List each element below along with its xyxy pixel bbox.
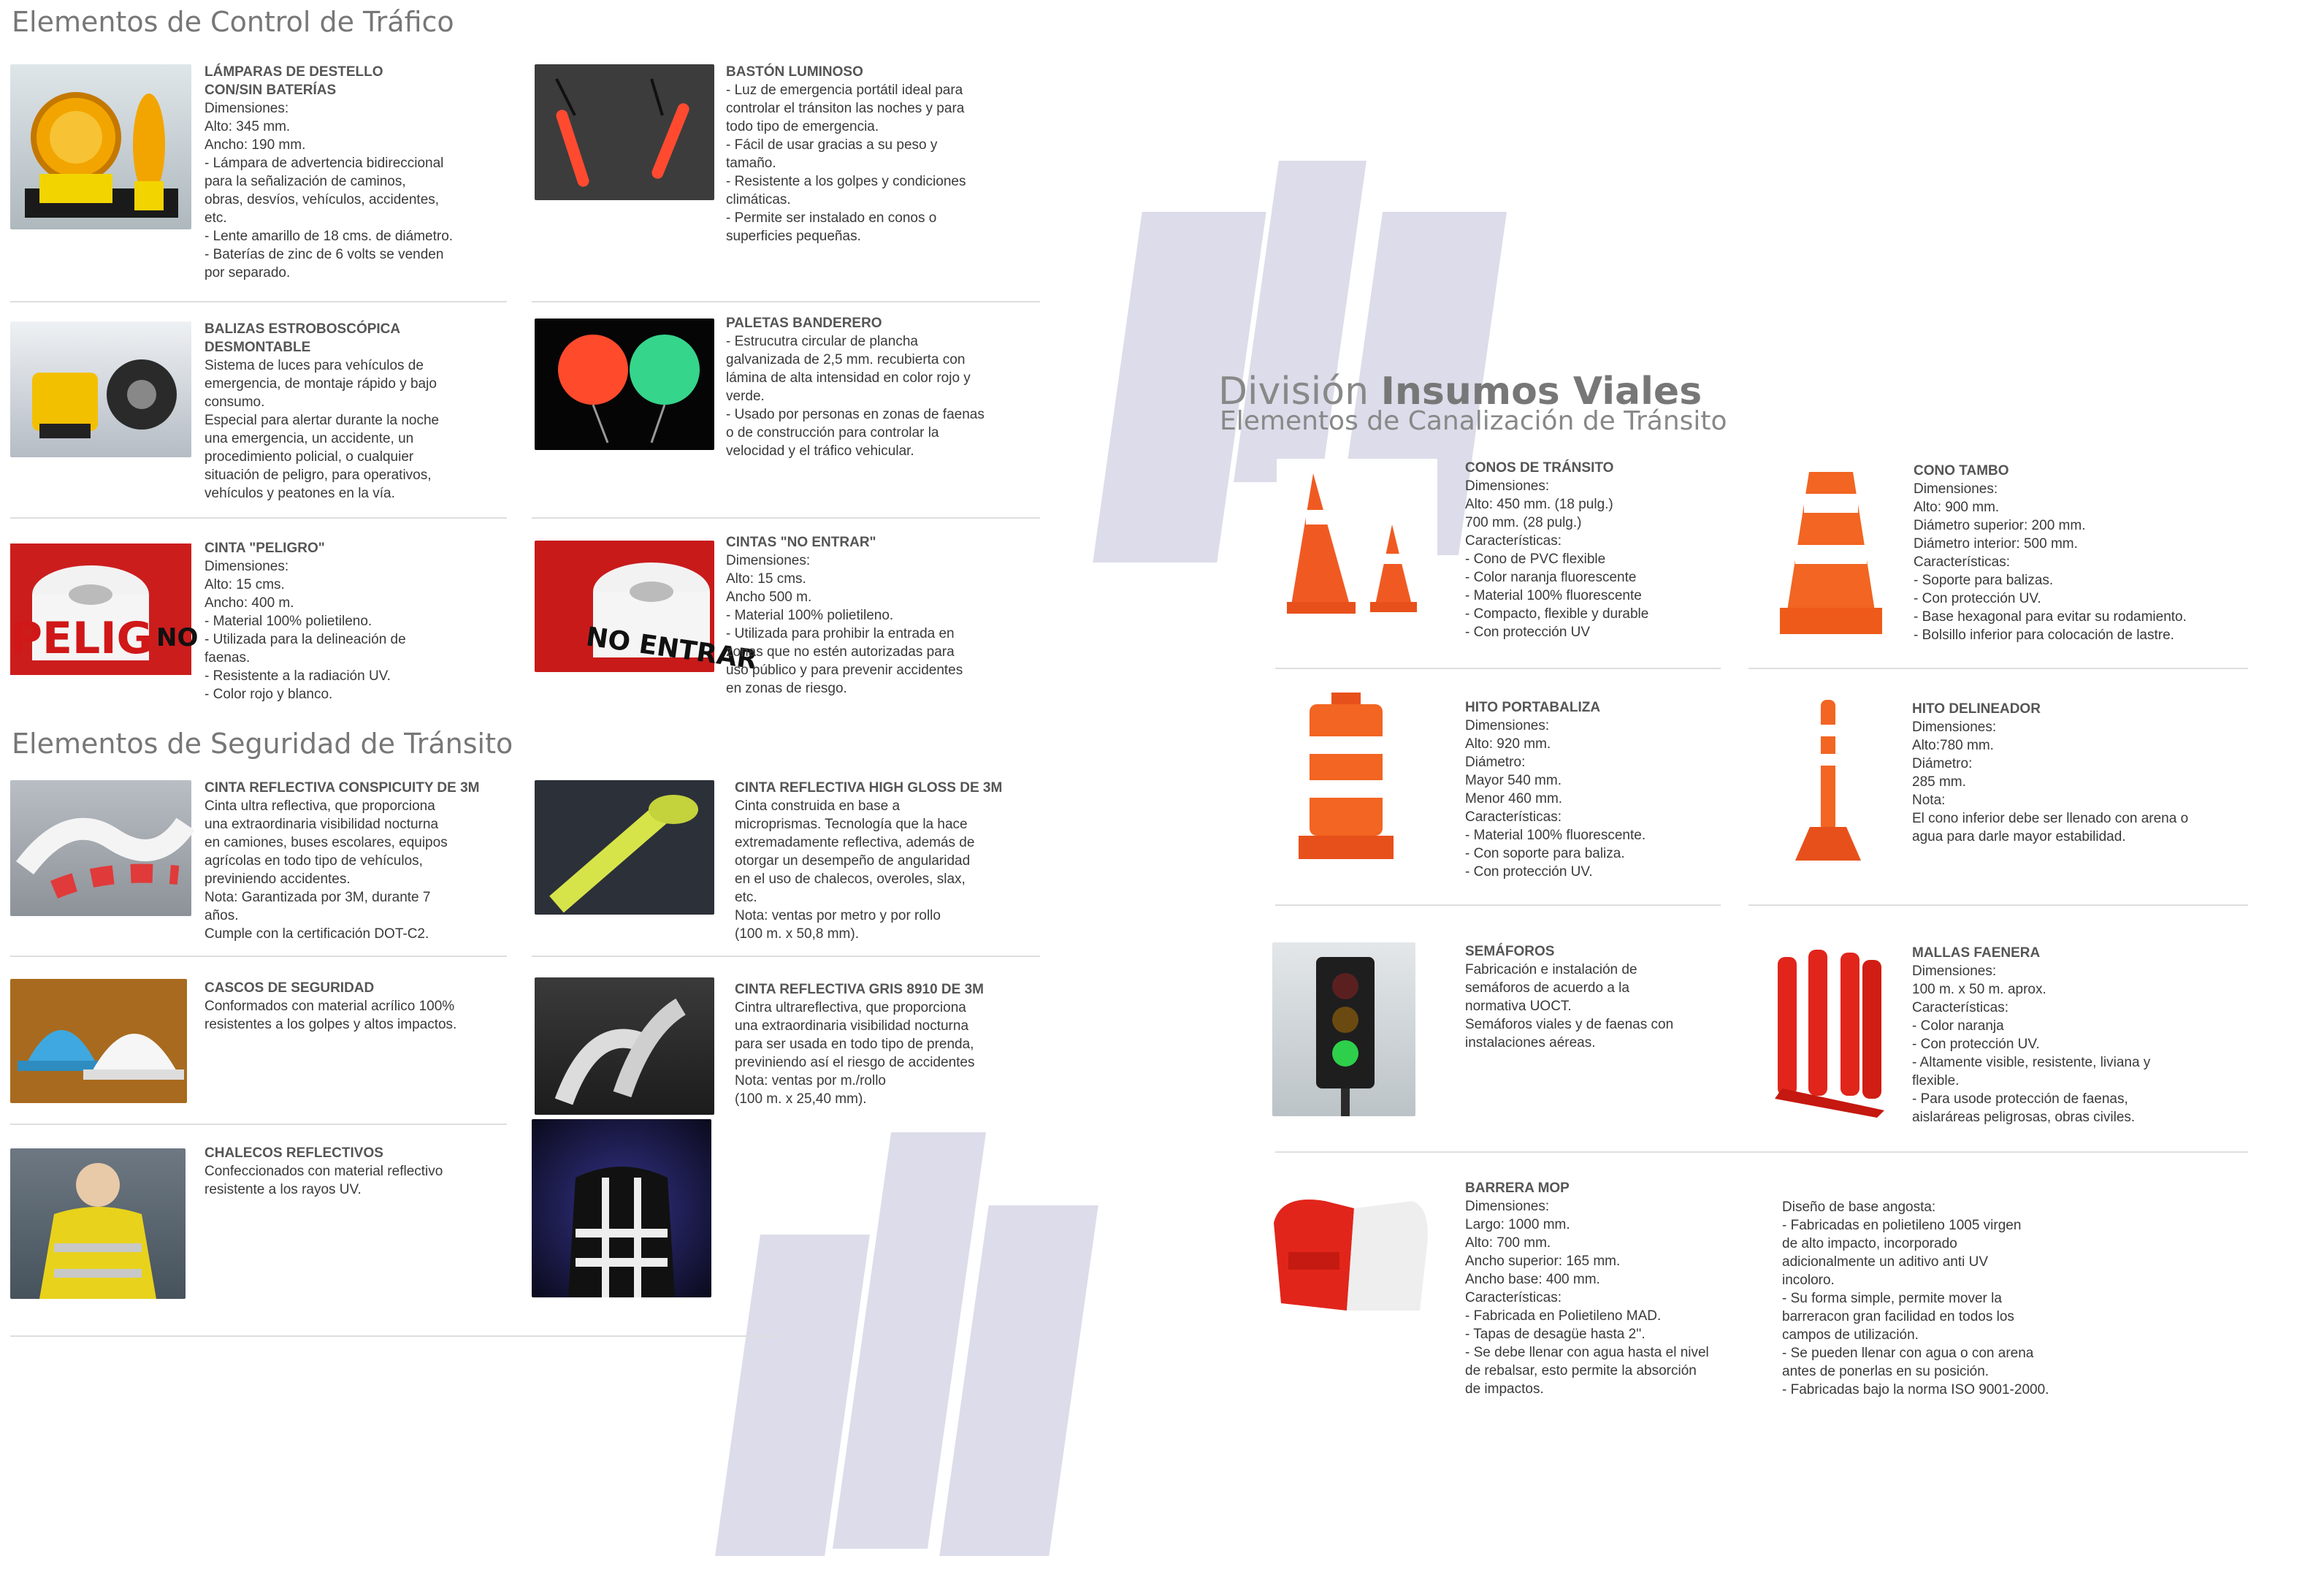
silver-tape-photo bbox=[535, 977, 714, 1115]
delineator-post-photo bbox=[1788, 695, 1868, 865]
divider bbox=[1275, 668, 1721, 669]
item-text: Dimensiones: Alto: 345 mm. Ancho: 190 mm. - Lámpara de advertencia bidireccional para la señalización de caminos, obras, desvíos, vehículos, accidentes, etc. - Lente amarillo de 18 cms. de diámetro. - Baterías de zinc de 6 volts se venden por separado. bbox=[205, 101, 454, 281]
divider bbox=[532, 301, 1040, 302]
item-mallas bbox=[1912, 944, 2248, 1126]
item-cinta-gris bbox=[735, 980, 1041, 1108]
divider bbox=[10, 1335, 777, 1337]
tape-text-no: NO bbox=[156, 623, 199, 652]
flagger-paddle-photo bbox=[535, 319, 714, 450]
item-text: - Estrucutra circular de plancha galvanizada de 2,5 mm. recubierta con lámina de alta intensidad en color rojo y verde. - Usado por personas en zonas de faenas o de construcción para controlar la velocidad y el tráfico vehicular. bbox=[726, 334, 985, 459]
section-title-traffic-control: Elementos de Control de Tráfico bbox=[12, 6, 454, 38]
helmets-photo bbox=[10, 979, 187, 1103]
item-text: - Luz de emergencia portátil ideal para controlar el tránsiton las noches y para todo tipo de emergencia. - Fácil de usar gracias a su peso y tamaño. - Resistente a los golpes y condiciones climáticas. - Permite ser instalado en conos o superficies pequeñas. bbox=[726, 83, 966, 244]
item-title: HITO PORTABALIZA bbox=[1465, 700, 1601, 715]
water-barrier-photo bbox=[1266, 1179, 1434, 1325]
item-title: BASTÓN LUMINOSO bbox=[726, 64, 863, 80]
safety-mesh-photo bbox=[1753, 942, 1906, 1118]
divider bbox=[10, 956, 507, 957]
item-cintas-no-entrar bbox=[726, 533, 1040, 698]
section-title-transit-safety: Elementos de Seguridad de Tránsito bbox=[12, 728, 513, 760]
item-title: PALETAS BANDERERO bbox=[726, 316, 882, 331]
item-title: CINTA REFLECTIVA GRIS 8910 DE 3M bbox=[735, 982, 984, 997]
item-title: CASCOS DE SEGURIDAD bbox=[205, 980, 375, 996]
item-title: HITO DELINEADOR bbox=[1912, 701, 2041, 717]
drum-cone-photo bbox=[1776, 465, 1886, 640]
warning-lamp-photo bbox=[10, 64, 191, 229]
division-subtitle: Elementos de Canalización de Tránsito bbox=[1220, 406, 1727, 436]
item-text: Cinta ultra reflectiva, que proporciona una extraordinaria visibilidad nocturna en camiones, buses escolares, equipos agrícolas en todo tipo de vehículos, previniendo accidentes. Nota: Garantizada por 3M, durante 7 años. Cumple con la certificación DOT-C2. bbox=[205, 798, 448, 942]
divider bbox=[10, 301, 507, 302]
item-text: Sistema de luces para vehículos de emergencia, de montaje rápido y bajo consumo. Especial para alertar durante la noche una emergencia, un accidente, un procedimiento policial, o cualquier situación de peligro, para operativos, vehículos y peatones en la vía. bbox=[205, 358, 440, 501]
divider bbox=[532, 517, 1040, 519]
item-title: CINTAS "NO ENTRAR" bbox=[726, 535, 876, 550]
tape-text-peligro: PELIG bbox=[10, 613, 153, 664]
reflective-vest-photo bbox=[10, 1148, 186, 1299]
item-cinta-high-gloss bbox=[735, 779, 1041, 943]
divider bbox=[10, 1124, 507, 1125]
barrel-beacon-photo bbox=[1291, 693, 1401, 862]
item-barrera bbox=[1465, 1179, 1772, 1398]
divider bbox=[1275, 1151, 2248, 1153]
item-text: Dimensiones: Alto: 450 mm. (18 pulg.) 700 mm. (28 pulg.) Características: - Cono de PVC flexible - Color naranja fluorescente - Material 100% fluorescente - Compacto, flexible y durable - Con protección UV bbox=[1465, 478, 1649, 640]
strobe-beacon-photo bbox=[10, 321, 191, 457]
item-baston bbox=[726, 63, 1040, 245]
high-gloss-tape-photo bbox=[535, 780, 714, 915]
item-text: Dimensiones: 100 m. x 50 m. aprox. Características: - Color naranja - Con protección UV. - Altamente visible, resistente, liviana y flexible. - Para usode protección de faenas, aislaráreas peligrosas, obras civiles. bbox=[1912, 964, 2151, 1125]
item-paletas bbox=[726, 314, 1040, 460]
item-lamparas bbox=[205, 63, 511, 282]
item-cinta-conspicuity bbox=[205, 779, 511, 943]
item-title: CINTA REFLECTIVA CONSPICUITY DE 3M bbox=[205, 780, 480, 796]
item-cono-tambo bbox=[1914, 462, 2250, 644]
divider bbox=[1748, 668, 2248, 669]
item-title: BARRERA MOP bbox=[1465, 1181, 1570, 1196]
night-vest-photo bbox=[532, 1119, 711, 1297]
conspicuity-tape-photo bbox=[10, 780, 191, 916]
danger-tape-photo bbox=[10, 544, 199, 675]
division-title: División Insumos Viales bbox=[1218, 370, 1702, 413]
item-semaforos bbox=[1465, 942, 1728, 1052]
item-title: SEMÁFOROS bbox=[1465, 944, 1555, 959]
item-text: Dimensiones: Alto: 900 mm. Diámetro superior: 200 mm. Diámetro interior: 500 mm. Características: - Soporte para balizas. - Con protección UV. - Base hexagonal para evitar su rodamiento. - Bolsillo inferior para colocación de lastre. bbox=[1914, 481, 2187, 643]
divider bbox=[10, 517, 507, 519]
item-text: Dimensiones: Largo: 1000 mm. Alto: 700 mm. Ancho superior: 165 mm. Ancho base: 400 mm. Características: - Fabricada en Polietileno MAD. - Tapas de desagüe hasta 2''. - Se debe llenar con agua hasta el nivel de rebalsar, esto permite la absorción de impactos. bbox=[1465, 1199, 1709, 1397]
item-cascos bbox=[205, 979, 519, 1034]
divider bbox=[1275, 904, 1721, 906]
item-text: Dimensiones: Alto:780 mm. Diámetro: 285 mm. Nota: El cono inferior debe ser llenado con arena o agua para darle mayor estabilidad. bbox=[1912, 720, 2189, 844]
item-cinta-peligro bbox=[205, 539, 511, 703]
item-chalecos bbox=[205, 1144, 519, 1199]
item-text: Diseño de base angosta: - Fabricadas en polietileno 1005 virgen de alto impacto, incorporado adicionalmente un aditivo anti UV incoloro. - Su forma simple, permite mover la barreracon gran facilidad en todos los campos de utilización. - Se pueden llenar con agua o con arena antes de ponerlas en su posición. - Fabricadas bajo la norma ISO 9001-2000. bbox=[1782, 1200, 2049, 1397]
item-title: CONO TAMBO bbox=[1914, 463, 2009, 478]
item-hito-delineador bbox=[1912, 700, 2255, 846]
item-title: CHALECOS REFLECTIVOS bbox=[205, 1145, 383, 1161]
item-conos bbox=[1465, 459, 1728, 641]
item-title: LÁMPARAS DE DESTELLO CON/SIN BATERÍAS bbox=[205, 64, 383, 98]
item-text: Conformados con material acrílico 100% resistentes a los golpes y altos impactos. bbox=[205, 999, 457, 1032]
item-barrera-base bbox=[1782, 1198, 2111, 1399]
light-baton-photo bbox=[535, 64, 714, 200]
no-entry-tape-photo bbox=[535, 541, 760, 676]
item-text: Confeccionados con material reflectivo resistente a los rayos UV. bbox=[205, 1164, 443, 1197]
item-title: BALIZAS ESTROBOSCÓPICA DESMONTABLE bbox=[205, 321, 401, 355]
item-title: CONOS DE TRÁNSITO bbox=[1465, 460, 1614, 476]
item-text: Fabricación e instalación de semáforos de acuerdo a la normativa UOCT. Semáforos viales y de faenas con instalaciones aéreas. bbox=[1465, 962, 1674, 1050]
tape-text-no-entrar: NO ENTRAR bbox=[584, 622, 760, 676]
item-text: Cinta construida en base a microprismas. Tecnología que la hace extremadamente reflectiva, además de otorgar un desempeño de angularidad en el uso de chalecos, overoles, slax, etc. Nota: ventas por metro y por rollo (100 m. x 50,8 mm). bbox=[735, 798, 975, 942]
item-text: Dimensiones: Alto: 15 cms. Ancho 500 m. - Material 100% polietileno. - Utilizada para prohibir la entrada en zonas que no estén autorizadas para uso público y para prevenir accidentes en zonas de riesgo. bbox=[726, 553, 963, 696]
item-hito-portabaliza bbox=[1465, 698, 1728, 881]
item-title: CINTA "PELIGRO" bbox=[205, 541, 325, 556]
divider bbox=[1748, 904, 2248, 906]
item-title: CINTA REFLECTIVA HIGH GLOSS DE 3M bbox=[735, 780, 1003, 796]
item-text: Dimensiones: Alto: 15 cms. Ancho: 400 m. - Material 100% polietileno. - Utilizada para la delineación de faenas. - Resistente a la radiación UV. - Color rojo y blanco. bbox=[205, 559, 406, 702]
item-text: Dimensiones: Alto: 920 mm. Diámetro: Mayor 540 mm. Menor 460 mm. Características: - Material 100% fluorescente. - Con soporte para baliza. - Con protección UV. bbox=[1465, 718, 1646, 880]
divider bbox=[532, 956, 1040, 957]
traffic-light-photo bbox=[1272, 942, 1415, 1116]
item-text: Cintra ultrareflectiva, que proporciona una extraordinaria visibilidad nocturna para ser usada en todo tipo de prenda, previniendo así el riesgo de accidentes Nota: ventas por m./rollo (100 m. x 25,40 mm). bbox=[735, 1000, 975, 1107]
traffic-cones-photo bbox=[1277, 459, 1437, 627]
item-balizas bbox=[205, 320, 511, 503]
item-title: MALLAS FAENERA bbox=[1912, 945, 2041, 961]
